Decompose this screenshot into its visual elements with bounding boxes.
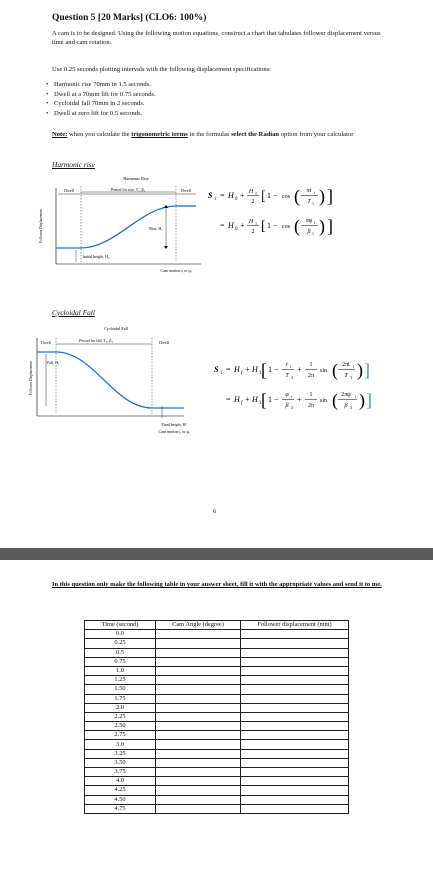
svg-text:]: ] — [366, 390, 372, 410]
question-intro: A cam is to be designed. Using the following motion equations, construct a chart that tabulates follower displacement versus time and cam rotation. — [52, 30, 381, 46]
svg-text:H: H — [228, 221, 234, 230]
svg-text:i: i — [291, 394, 293, 399]
svg-text:(: ( — [332, 390, 338, 410]
svg-text:H: H — [252, 395, 258, 404]
cycloidal-period: Period for fall, T₃, β₃ — [79, 338, 113, 343]
cam-angle-cell — [156, 749, 241, 758]
svg-text:3: 3 — [291, 405, 293, 410]
time-cell: 1.25 — [85, 676, 156, 685]
follower-displacement-cell — [241, 786, 349, 795]
harmonic-rise-label: Rise, H₁ — [149, 226, 163, 231]
follower-displacement-cell — [241, 657, 349, 666]
svg-text:H: H — [234, 395, 240, 404]
cycloidal-formula — [212, 350, 392, 418]
harmonic-initial-height: Initial height, H₀ — [82, 254, 110, 259]
svg-text:2π: 2π — [307, 403, 315, 409]
svg-text:t: t — [286, 362, 288, 368]
cam-angle-cell — [156, 648, 241, 657]
cam-angle-cell — [156, 630, 241, 639]
cam-angle-cell — [156, 768, 241, 777]
cam-angle-cell — [156, 657, 241, 666]
svg-text:=: = — [220, 191, 225, 200]
table-row — [85, 648, 349, 657]
harmonic-dwell-left: Dwell — [64, 188, 74, 193]
time-cell: 2.0 — [85, 703, 156, 712]
cam-angle-cell — [156, 731, 241, 740]
svg-text:cos: cos — [282, 224, 290, 230]
table-row — [85, 657, 349, 666]
follower-displacement-cell — [241, 639, 349, 648]
time-cell: 0.0 — [85, 630, 156, 639]
note-label: Note: — [52, 131, 68, 138]
svg-text:+: + — [245, 395, 250, 404]
spec-list — [46, 80, 156, 118]
svg-text:φ: φ — [285, 392, 289, 398]
use-line: Use 0.25 seconds plotting intervals with the following displacement specifications: — [52, 66, 272, 73]
svg-text:): ) — [319, 186, 325, 206]
svg-text:β: β — [307, 229, 311, 235]
table-row — [85, 804, 349, 813]
note — [52, 131, 382, 140]
table-header-row — [85, 621, 349, 630]
time-cell: 4.0 — [85, 777, 156, 786]
svg-text:[: [ — [261, 390, 267, 410]
time-cell: 2.75 — [85, 731, 156, 740]
svg-text:(: ( — [294, 216, 300, 236]
cam-angle-cell — [156, 694, 241, 703]
time-cell: 3.25 — [85, 749, 156, 758]
svg-text:1 −: 1 − — [267, 221, 278, 230]
svg-text:T: T — [285, 373, 289, 379]
spec-item: • Dwell at a 70mm lift for 0.75 seconds. — [46, 90, 156, 100]
follower-displacement-cell — [241, 648, 349, 657]
page-number: 6 — [213, 508, 217, 515]
cycloidal-dwell-right: Dwell — [159, 340, 169, 345]
table-row — [85, 740, 349, 749]
follower-displacement-cell — [241, 804, 349, 813]
svg-text:S: S — [214, 365, 219, 374]
svg-text:+: + — [240, 221, 245, 230]
svg-text:): ) — [357, 360, 363, 380]
note-bold-2: select the Radian — [231, 131, 280, 138]
harmonic-dwell-right: Dwell — [181, 188, 191, 193]
harmonic-rise-diagram — [36, 172, 206, 280]
svg-text:S: S — [208, 191, 213, 200]
table-row — [85, 758, 349, 767]
header-follower-displacement: Follower displacement (mm) — [241, 621, 349, 630]
svg-text:+: + — [297, 395, 302, 404]
time-cell: 1.50 — [85, 685, 156, 694]
table-row — [85, 712, 349, 721]
follower-displacement-cell — [241, 740, 349, 749]
cam-angle-cell — [156, 777, 241, 786]
svg-text:=: = — [226, 365, 231, 374]
cycloidal-cam-motion: Cam motion tᵢ or φᵢ — [158, 429, 190, 434]
harmonic-diagram-title: Harmonic Rise — [123, 176, 149, 181]
svg-text:f: f — [241, 371, 243, 376]
header-cam-angle: Cam Angle (degree) — [156, 621, 241, 630]
svg-text:1 −: 1 − — [268, 365, 279, 374]
harmonic-y-axis: Follower Displacement — [39, 209, 43, 243]
svg-text:0: 0 — [235, 197, 238, 202]
svg-text:2: 2 — [251, 229, 255, 235]
time-cell: 1.75 — [85, 694, 156, 703]
time-cell: 2.25 — [85, 712, 156, 721]
svg-text:1: 1 — [255, 191, 257, 196]
svg-text:[: [ — [261, 219, 266, 234]
svg-text:+: + — [240, 191, 245, 200]
cycloidal-fall-label: Fall, Hᵢ — [47, 360, 59, 365]
answer-table — [84, 620, 349, 814]
table-row — [85, 639, 349, 648]
svg-text:1: 1 — [312, 201, 314, 206]
cam-angle-cell — [156, 703, 241, 712]
svg-text:1 −: 1 − — [267, 191, 278, 200]
svg-text:]: ] — [364, 360, 370, 380]
time-cell: 3.0 — [85, 740, 156, 749]
cycloidal-heading: Cycloidal Fall — [52, 308, 95, 317]
svg-text:1: 1 — [259, 401, 262, 406]
svg-text:2: 2 — [251, 199, 255, 205]
cam-angle-cell — [156, 666, 241, 675]
spec-item: • Cycloidal fall 70mm in 2 seconds. — [46, 99, 156, 109]
spec-item: • Dwell at zero lift for 0.5 seconds. — [46, 109, 156, 119]
harmonic-heading: Harmonic rise — [52, 160, 95, 169]
follower-displacement-cell — [241, 749, 349, 758]
svg-text:H: H — [248, 219, 254, 225]
svg-text:1: 1 — [309, 362, 313, 368]
table-row — [85, 685, 349, 694]
svg-text:2π: 2π — [307, 373, 315, 379]
time-cell: 0.75 — [85, 657, 156, 666]
cycloidal-final-height: Final height, Hᶠ — [161, 422, 187, 427]
time-cell: 0.5 — [85, 648, 156, 657]
svg-text:1 −: 1 − — [268, 395, 279, 404]
svg-text:(: ( — [332, 360, 338, 380]
svg-text:1: 1 — [259, 371, 262, 376]
question-title: Question 5 [20 Marks] (CLO6: 100%) — [52, 13, 207, 23]
time-cell: 3.75 — [85, 768, 156, 777]
cam-angle-cell — [156, 685, 241, 694]
page-separator — [0, 548, 433, 560]
svg-text:[: [ — [261, 360, 267, 380]
table-row — [85, 795, 349, 804]
svg-text:3: 3 — [350, 405, 352, 410]
harmonic-period: Period for rise, T₁, β₁ — [110, 187, 146, 192]
follower-displacement-cell — [241, 722, 349, 731]
follower-displacement-cell — [241, 685, 349, 694]
svg-text:i: i — [290, 364, 292, 369]
svg-text:1: 1 — [312, 231, 314, 236]
table-row — [85, 703, 349, 712]
cycloidal-diagram-title: Cycloidal Fall — [104, 326, 128, 331]
note-text-2: in the formulas — [187, 131, 232, 138]
svg-text:β: β — [285, 403, 289, 409]
cam-angle-cell — [156, 795, 241, 804]
follower-displacement-cell — [241, 731, 349, 740]
cam-angle-cell — [156, 639, 241, 648]
follower-displacement-cell — [241, 703, 349, 712]
time-cell: 4.75 — [85, 804, 156, 813]
svg-text:i: i — [215, 197, 217, 202]
follower-displacement-cell — [241, 777, 349, 786]
svg-text:T: T — [344, 373, 348, 379]
cam-angle-cell — [156, 758, 241, 767]
cam-angle-cell — [156, 722, 241, 731]
follower-displacement-cell — [241, 795, 349, 804]
svg-text:T: T — [307, 199, 311, 205]
svg-text:i: i — [355, 394, 357, 399]
svg-text:sin: sin — [320, 398, 328, 404]
spec-item: • Harmonic rise 70mm in 1.5 seconds. — [46, 80, 156, 90]
harmonic-cam-motion: Cam motion tᵢ or φᵢ — [160, 268, 192, 273]
table-body — [85, 630, 349, 814]
svg-text:=: = — [226, 395, 231, 404]
svg-text:i: i — [314, 190, 316, 195]
svg-text:2πφ: 2πφ — [341, 392, 351, 398]
svg-text:H: H — [234, 365, 240, 374]
follower-displacement-cell — [241, 694, 349, 703]
svg-text:[: [ — [261, 189, 266, 204]
svg-text:H: H — [228, 191, 234, 200]
cycloidal-fall-diagram — [29, 322, 209, 434]
time-cell: 0.25 — [85, 639, 156, 648]
table-row — [85, 731, 349, 740]
svg-text:H: H — [248, 189, 254, 195]
svg-text:3: 3 — [291, 375, 293, 380]
svg-text:β: β — [344, 403, 348, 409]
cam-angle-cell — [156, 740, 241, 749]
time-cell: 4.50 — [85, 795, 156, 804]
cam-angle-cell — [156, 786, 241, 795]
cycloidal-dwell-left: Dwell — [41, 340, 51, 345]
note-text-1: when you calculate the — [67, 131, 132, 138]
svg-text:f: f — [241, 401, 243, 406]
svg-text:H: H — [252, 365, 258, 374]
svg-text:πt: πt — [306, 188, 312, 194]
time-cell: 3.50 — [85, 758, 156, 767]
table-row — [85, 749, 349, 758]
svg-text:0: 0 — [235, 227, 238, 232]
harmonic-formula — [206, 176, 346, 246]
table-row — [85, 666, 349, 675]
svg-text:i: i — [353, 364, 355, 369]
time-cell: 2.50 — [85, 722, 156, 731]
table-row — [85, 630, 349, 639]
follower-displacement-cell — [241, 712, 349, 721]
cam-angle-cell — [156, 804, 241, 813]
svg-text:cos: cos — [282, 194, 290, 200]
time-cell: 1.0 — [85, 666, 156, 675]
follower-displacement-cell — [241, 768, 349, 777]
cam-angle-cell — [156, 712, 241, 721]
svg-text:]: ] — [327, 186, 333, 206]
svg-text:i: i — [221, 371, 223, 376]
svg-text:+: + — [245, 365, 250, 374]
table-row — [85, 694, 349, 703]
svg-text:i: i — [314, 220, 316, 225]
svg-text:1: 1 — [255, 221, 257, 226]
table-row — [85, 768, 349, 777]
follower-displacement-cell — [241, 676, 349, 685]
svg-text:): ) — [359, 390, 365, 410]
svg-text:): ) — [319, 216, 325, 236]
cam-angle-cell — [156, 676, 241, 685]
follower-displacement-cell — [241, 630, 349, 639]
svg-text:3: 3 — [350, 375, 352, 380]
svg-text:2πt: 2πt — [342, 362, 350, 368]
header-time: Time (second) — [85, 621, 156, 630]
cycloidal-y-axis: Follower Displacement — [29, 361, 33, 395]
table-row — [85, 676, 349, 685]
svg-text:πφ: πφ — [305, 218, 313, 224]
note-text-3: option from your calculator — [279, 131, 354, 138]
time-cell: 4.25 — [85, 786, 156, 795]
svg-text:1: 1 — [309, 392, 313, 398]
svg-text:(: ( — [294, 186, 300, 206]
svg-text:]: ] — [327, 216, 333, 236]
table-row — [85, 786, 349, 795]
svg-text:sin: sin — [320, 368, 328, 374]
table-row — [85, 722, 349, 731]
svg-text:+: + — [297, 365, 302, 374]
follower-displacement-cell — [241, 758, 349, 767]
note-bold-1: trigonometric terms — [131, 131, 188, 138]
svg-text:=: = — [220, 221, 225, 230]
instruction: In this question only make the following table in your answer sheet, fill it with the appropriate values and send it to me. — [52, 581, 382, 588]
follower-displacement-cell — [241, 666, 349, 675]
table-row — [85, 777, 349, 786]
